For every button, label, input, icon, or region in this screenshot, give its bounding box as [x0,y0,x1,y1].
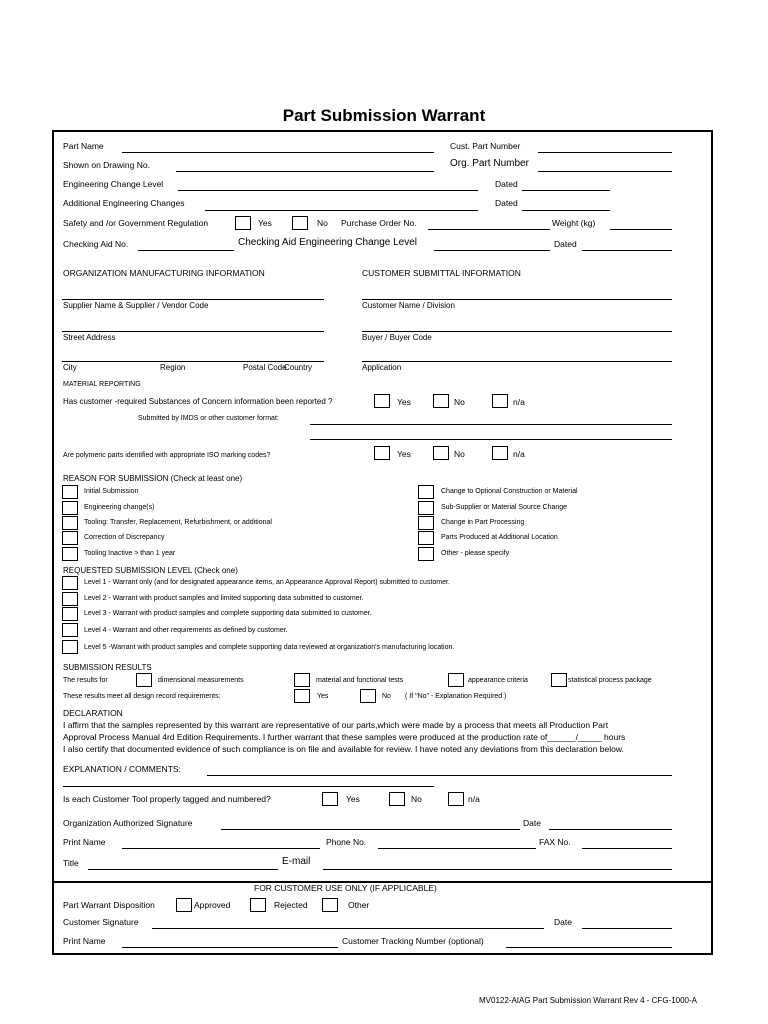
customer-signature-field[interactable] [152,928,544,929]
reason-left-checkbox-1[interactable] [62,501,78,515]
cust-info-heading: CUSTOMER SUBMITTAL INFORMATION [362,268,521,278]
additional-eng-changes-label: Additional Engineering Changes [63,198,185,208]
email-label: E-mail [282,856,311,867]
rejected-label: Rejected [274,900,308,910]
eng-change-level-label: Engineering Change Level [63,179,164,189]
weight-field[interactable] [610,229,672,230]
level-checkbox-2[interactable] [62,592,78,606]
org-date-label: Date [523,818,541,828]
reason-right-checkbox-0[interactable] [418,485,434,499]
other-checkbox[interactable] [322,898,338,912]
dated2-label: Dated [495,198,518,208]
phone-label: Phone No. [326,837,367,847]
reason-right-label-3: Parts Produced at Additional Location [441,534,558,541]
part-name-field[interactable] [122,152,434,153]
dimensional-label: dimensional measurements [158,677,244,684]
material-q2-yes-checkbox[interactable] [374,446,390,460]
explain-note: ( If "No" - Explanation Required ) [405,693,507,700]
safety-no-label: No [317,218,328,228]
reason-left-checkbox-0[interactable] [62,485,78,499]
customer-date-field[interactable] [582,928,672,929]
city-label: City [63,363,77,372]
material-q1-no-label: No [454,397,465,407]
drawing-no-label: Shown on Drawing No. [63,160,150,170]
dated-field[interactable] [522,190,610,191]
org-print-name-field[interactable] [122,848,320,849]
dated2-field[interactable] [522,210,610,211]
part-name-label: Part Name [63,141,104,151]
spp-checkbox[interactable] [551,673,567,687]
meet-requirements-label: These results meet all design record requirements: [63,693,221,700]
customer-print-name-field[interactable] [122,947,338,948]
title-field[interactable] [88,869,278,870]
approved-checkbox[interactable] [176,898,192,912]
dimensional-checkbox[interactable] [136,673,152,687]
checking-aid-field[interactable] [138,250,234,251]
disposition-label: Part Warrant Disposition [63,900,155,910]
checking-aid-ecl-label: Checking Aid Engineering Change Level [238,237,418,248]
level-checkbox-3[interactable] [62,607,78,621]
appearance-checkbox[interactable] [448,673,464,687]
level-label-5: Level 5 -Warrant with product samples and complete supporting data reviewed at organization's manufacturing location. [84,644,455,651]
page-title: Part Submission Warrant [282,106,486,125]
reason-left-checkbox-4[interactable] [62,547,78,561]
reason-heading: REASON FOR SUBMISSION (Check at least one) [63,474,243,483]
declaration-text [63,719,713,755]
org-signature-field[interactable] [221,829,520,830]
tool-yes-label: Yes [346,794,360,804]
customer-use-heading: FOR CUSTOMER USE ONLY (IF APPLICABLE) [254,883,437,893]
level-label-4: Level 4 - Warrant and other requirements as defined by customer. [84,627,288,634]
material-q1-na-checkbox[interactable] [492,394,508,408]
results-heading: SUBMISSION RESULTS [63,663,152,672]
eng-change-level-field[interactable] [178,190,478,191]
buyer-label: Buyer / Buyer Code [362,333,432,342]
org-print-name-label: Print Name [63,837,106,847]
tool-na-label: n/a [468,794,480,804]
spp-label: statistical process package [568,677,652,684]
explanation-field-1[interactable] [207,775,672,776]
purchase-order-label: Purchase Order No. [341,218,417,228]
dated3-field[interactable] [582,250,672,251]
reason-left-label-2: Tooling: Transfer, Replacement, Refurbishment, or additional [84,519,272,526]
tool-no-checkbox[interactable] [389,792,405,806]
material-q2-no-label: No [454,449,465,459]
safety-gov-label: Safety and /or Government Regulation [63,218,209,228]
material-q2: Are polymeric parts identified with appropriate ISO marking codes? [63,452,271,459]
region-label: Region [160,363,186,372]
material-q1-yes-checkbox[interactable] [374,394,390,408]
tool-na-checkbox[interactable] [448,792,464,806]
tool-question: Is each Customer Tool properly tagged and numbered? [63,794,271,804]
cust-part-number-field[interactable] [538,152,672,153]
reason-right-checkbox-4[interactable] [418,547,434,561]
dated-label: Dated [495,179,518,189]
org-part-number-label: Org. Part Number [450,158,529,169]
level-label-3: Level 3 - Warrant with product samples and complete supporting data submitted to customer. [84,610,372,617]
safety-no-checkbox[interactable] [292,216,308,230]
imds-field-1[interactable] [310,424,672,425]
street-label: Street Address [63,333,116,342]
tool-no-label: No [411,794,422,804]
reason-left-label-3: Correction of Discrepancy [84,534,165,541]
application-label: Application [362,363,402,372]
material-q2-yes-label: Yes [397,449,411,459]
declaration-heading: DECLARATION [63,708,123,718]
material-tests-label: material and functional tests [316,677,404,684]
appearance-label: appearance criteria [468,677,528,684]
reason-left-label-1: Engineering change(s) [84,504,155,511]
meet-yes-label: Yes [317,693,329,700]
supplier-field[interactable] [62,299,324,300]
phone-field[interactable] [378,848,536,849]
org-date-field[interactable] [549,829,672,830]
meet-no-label: No [382,693,391,700]
drawing-no-field[interactable] [176,171,434,172]
org-signature-label: Organization Authorized Signature [63,818,193,828]
reason-right-checkbox-2[interactable] [418,516,434,530]
rejected-checkbox[interactable] [250,898,266,912]
material-heading: MATERIAL REPORTING [63,381,141,388]
org-info-heading: ORGANIZATION MANUFACTURING INFORMATION [63,268,265,278]
email-field[interactable] [323,869,672,870]
checking-aid-label: Checking Aid No. [63,239,129,249]
additional-eng-changes-field[interactable] [205,210,478,211]
reason-right-checkbox-1[interactable] [418,501,434,515]
customer-name-label: Customer Name / Division [362,301,455,310]
weight-label: Weight (kg) [552,218,596,228]
level-heading: REQUESTED SUBMISSION LEVEL (Check one) [63,566,238,575]
street-field[interactable] [62,331,324,332]
other-label: Other [348,900,370,910]
level-checkbox-5[interactable] [62,640,78,654]
explanation-label: EXPLANATION / COMMENTS: [63,764,181,774]
reason-right-label-1: Sub-Supplier or Material Source Change [441,504,568,511]
material-q1-no-checkbox[interactable] [433,394,449,408]
reason-left-checkbox-2[interactable] [62,516,78,530]
purchase-order-field[interactable] [428,229,550,230]
imds-label: Submitted by IMDS or other customer format: [138,415,279,422]
reason-left-label-0: Initial Submission [84,488,139,495]
material-q1-yes-label: Yes [397,397,411,407]
material-q2-na-label: n/a [513,449,525,459]
customer-name-field[interactable] [362,299,672,300]
title-label: Title [63,858,79,868]
fax-field[interactable] [582,848,672,849]
material-q1: Has customer -required Substances of Concern information been reported ? [63,397,333,406]
country-label: Country [284,363,313,372]
reason-right-label-4: Other - please specify [441,550,510,557]
fax-label: FAX No. [539,837,571,847]
level-checkbox-1[interactable] [62,576,78,590]
declaration-line-1: I affirm that the samples represented by this warrant are representative of our parts,which were made by a process that meets all Production Part [63,720,609,730]
city-field[interactable] [62,361,324,362]
imds-field-2[interactable] [310,439,672,440]
buyer-field[interactable] [362,331,672,332]
material-tests-checkbox[interactable] [294,673,310,687]
org-part-number-field[interactable] [538,171,672,172]
reason-right-label-0: Change to Optional Construction or Material [441,488,578,495]
approved-label: Approved [194,900,231,910]
declaration-line-2: Approval Process Manual 4rd Edition Requirements. I further warrant that these samples were produced at the production rate of______/_____ hours [63,732,626,742]
reason-left-checkbox-3[interactable] [62,531,78,545]
material-q2-no-checkbox[interactable] [433,446,449,460]
level-label-2: Level 2 - Warrant with product samples and limited supporting data submitted to customer. [84,595,364,602]
customer-print-name-label: Print Name [63,936,106,946]
reason-left-label-4: Tooling Inactive > than 1 year [84,550,176,557]
reason-right-label-2: Change in Part Processing [441,519,525,526]
tracking-label: Customer Tracking Number (optional) [342,936,484,946]
customer-date-label: Date [554,917,572,927]
meet-yes-checkbox[interactable] [294,689,310,703]
postal-label: Postal Code [243,363,287,372]
supplier-label: Supplier Name & Supplier / Vendor Code [63,301,209,310]
explanation-field-2[interactable] [63,786,434,787]
level-checkbox-4[interactable] [62,623,78,637]
dated3-label: Dated [554,239,577,249]
checking-aid-ecl-field[interactable] [434,250,550,251]
application-field[interactable] [362,361,672,362]
form-footer: MV0122-AIAG Part Submission Warrant Rev 4 - CFG-1000-A [479,996,697,1005]
tool-yes-checkbox[interactable] [322,792,338,806]
tracking-field[interactable] [506,947,672,948]
reason-right-checkbox-3[interactable] [418,531,434,545]
customer-signature-label: Customer Signature [63,917,139,927]
declaration-line-3: I also certify that documented evidence of such compliance is on file and available for review. I have noted any deviations from this declaration below. [63,744,624,754]
safety-yes-checkbox[interactable] [235,216,251,230]
cust-part-number-label: Cust. Part Number [450,141,521,151]
safety-yes-label: Yes [258,218,272,228]
level-label-1: Level 1 - Warrant only (and for designated appearance items, an Appearance Approval Report) submitted to customer. [84,579,450,586]
material-q1-na-label: n/a [513,397,525,407]
material-q2-na-checkbox[interactable] [492,446,508,460]
meet-no-checkbox[interactable] [360,689,376,703]
results-for-label: The results for [63,677,108,684]
